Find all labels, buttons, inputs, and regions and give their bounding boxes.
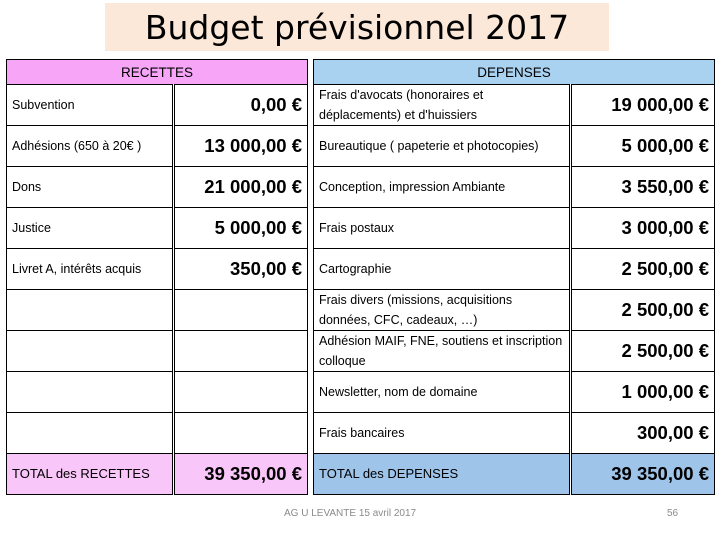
depenses-total-amount: 39 350,00 € bbox=[571, 454, 715, 495]
recettes-amount: 21 000,00 € bbox=[174, 167, 308, 208]
depenses-amount: 3 000,00 € bbox=[571, 208, 715, 249]
footer-text: AG U LEVANTE 15 avril 2017 bbox=[284, 508, 417, 519]
depenses-label: Bureautique ( papeterie et photocopies) bbox=[314, 126, 571, 167]
depenses-amount: 19 000,00 € bbox=[571, 85, 715, 126]
table-row bbox=[7, 290, 308, 331]
recettes-label: Livret A, intérêts acquis bbox=[7, 249, 174, 290]
table-row bbox=[7, 372, 308, 413]
depenses-amount: 3 550,00 € bbox=[571, 167, 715, 208]
table-row bbox=[314, 167, 715, 208]
table-row bbox=[314, 126, 715, 167]
slide-title: Budget prévisionnel 2017 bbox=[105, 3, 609, 51]
depenses-amount: 2 500,00 € bbox=[571, 249, 715, 290]
recettes-amount bbox=[174, 372, 308, 413]
page-number: 56 bbox=[667, 508, 679, 519]
recettes-header: RECETTES bbox=[7, 60, 308, 85]
table-row bbox=[314, 208, 715, 249]
depenses-label: Cartographie bbox=[314, 249, 571, 290]
depenses-label: Adhésion MAIF, FNE, soutiens et inscription colloque bbox=[314, 331, 571, 372]
table-row bbox=[7, 208, 308, 249]
recettes-label bbox=[7, 413, 174, 454]
recettes-label: Adhésions (650 à 20€ ) bbox=[7, 126, 174, 167]
depenses-total-row bbox=[314, 454, 715, 495]
depenses-label: Frais bancaires bbox=[314, 413, 571, 454]
recettes-label: Dons bbox=[7, 167, 174, 208]
table-row bbox=[314, 372, 715, 413]
table-row bbox=[7, 331, 308, 372]
recettes-amount: 13 000,00 € bbox=[174, 126, 308, 167]
depenses-total-label: TOTAL des DEPENSES bbox=[314, 454, 571, 495]
table-row bbox=[7, 413, 308, 454]
table-row bbox=[7, 167, 308, 208]
depenses-table bbox=[313, 59, 715, 495]
table-row bbox=[314, 331, 715, 372]
recettes-total-label: TOTAL des RECETTES bbox=[7, 454, 174, 495]
depenses-label: Conception, impression Ambiante bbox=[314, 167, 571, 208]
depenses-label: Newsletter, nom de domaine bbox=[314, 372, 571, 413]
table-row bbox=[314, 290, 715, 331]
depenses-label: Frais divers (missions, acquisitions données, CFC, cadeaux, …) bbox=[314, 290, 571, 331]
depenses-header: DEPENSES bbox=[314, 60, 715, 85]
recettes-amount: 350,00 € bbox=[174, 249, 308, 290]
recettes-amount: 0,00 € bbox=[174, 85, 308, 126]
table-row bbox=[314, 85, 715, 126]
recettes-label bbox=[7, 331, 174, 372]
recettes-total-amount: 39 350,00 € bbox=[174, 454, 308, 495]
recettes-amount: 5 000,00 € bbox=[174, 208, 308, 249]
recettes-table bbox=[6, 59, 308, 495]
depenses-label: Frais postaux bbox=[314, 208, 571, 249]
recettes-amount bbox=[174, 290, 308, 331]
table-row bbox=[7, 249, 308, 290]
depenses-amount: 2 500,00 € bbox=[571, 331, 715, 372]
recettes-label bbox=[7, 372, 174, 413]
recettes-amount bbox=[174, 331, 308, 372]
depenses-amount: 5 000,00 € bbox=[571, 126, 715, 167]
recettes-label bbox=[7, 290, 174, 331]
depenses-amount: 2 500,00 € bbox=[571, 290, 715, 331]
depenses-label: Frais d'avocats (honoraires et déplacements) et d'huissiers bbox=[314, 85, 571, 126]
recettes-label: Subvention bbox=[7, 85, 174, 126]
recettes-label: Justice bbox=[7, 208, 174, 249]
recettes-amount bbox=[174, 413, 308, 454]
recettes-total-row bbox=[7, 454, 308, 495]
depenses-amount: 1 000,00 € bbox=[571, 372, 715, 413]
table-row bbox=[314, 413, 715, 454]
depenses-amount: 300,00 € bbox=[571, 413, 715, 454]
table-row bbox=[7, 85, 308, 126]
table-row bbox=[314, 249, 715, 290]
table-row bbox=[7, 126, 308, 167]
